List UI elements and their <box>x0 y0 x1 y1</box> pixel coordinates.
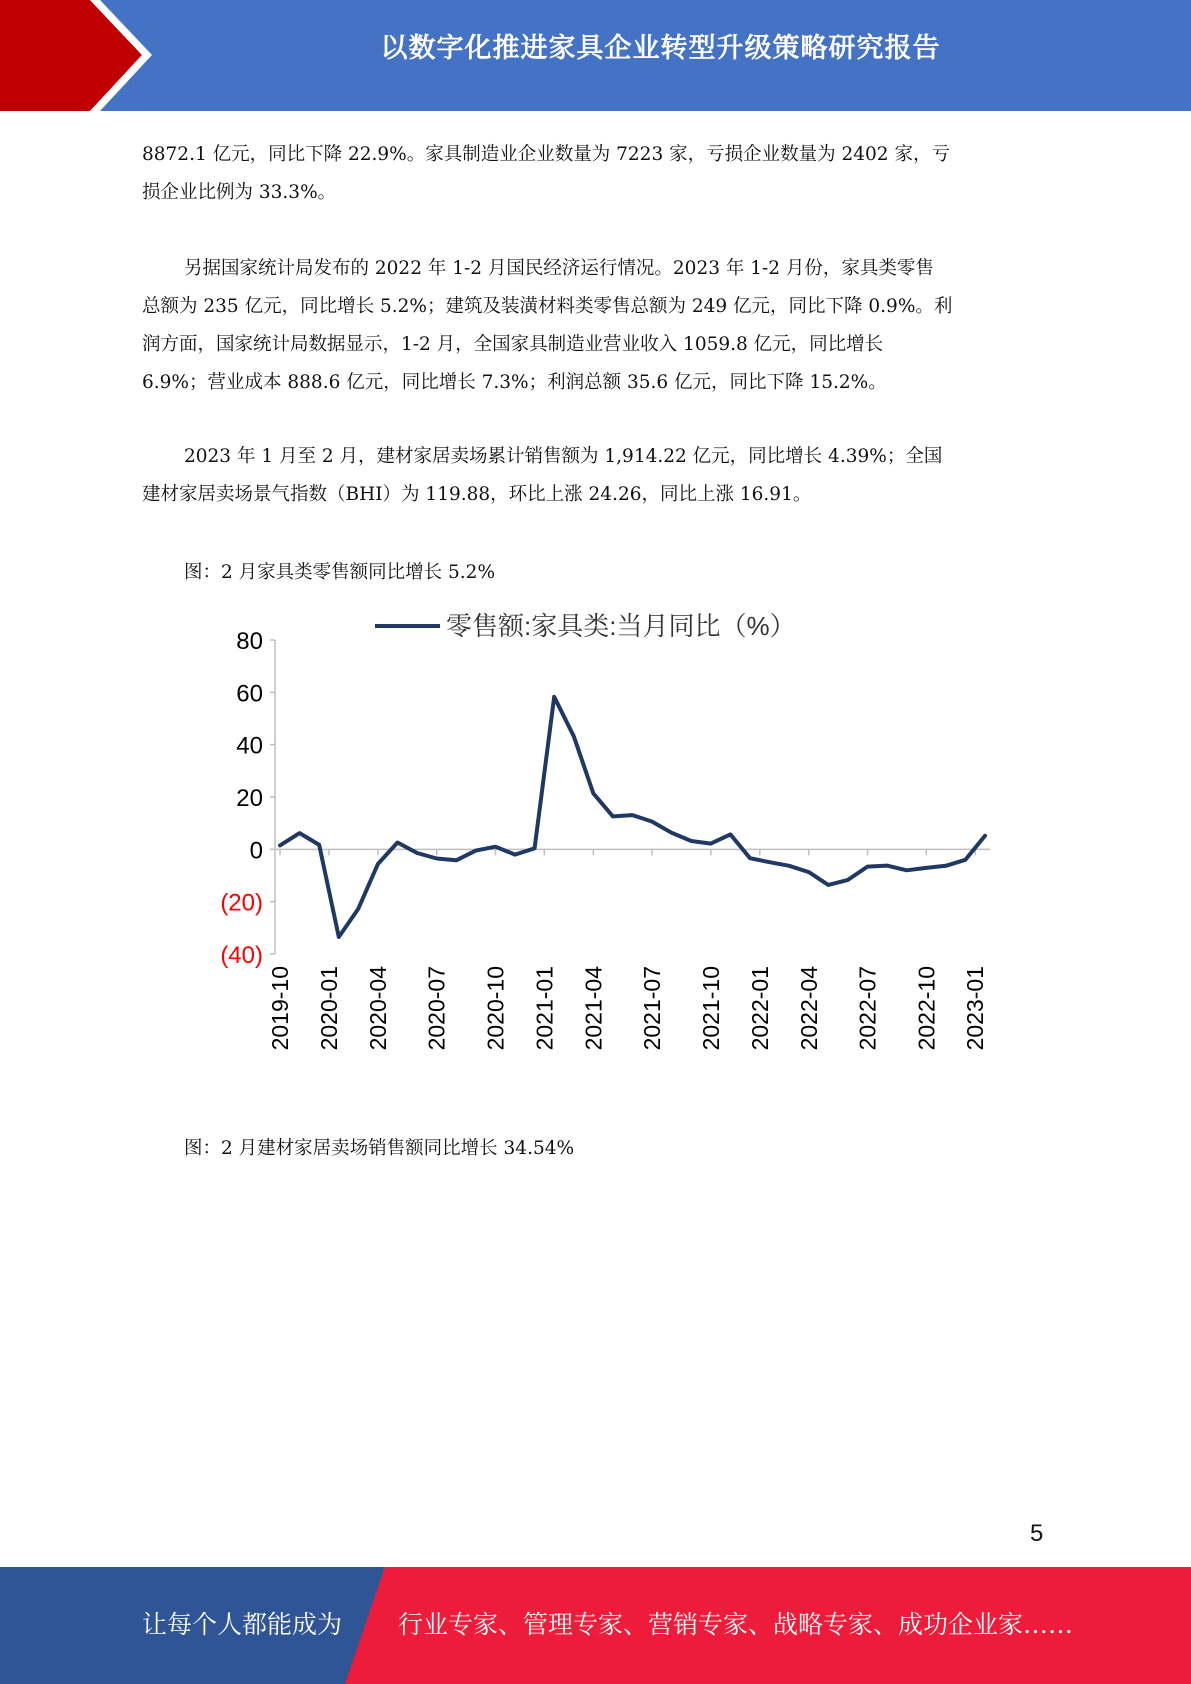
x-tick-label: 2019-10 <box>267 966 293 1051</box>
paragraph-3 <box>142 438 1052 514</box>
paragraph-2-text <box>142 250 1052 402</box>
footer-slogan-right: 行业专家、管理专家、营销专家、战略专家、成功企业家…… <box>398 1610 1074 1639</box>
paragraph-line: 8872.1 亿元，同比下降 22.9%。家具制造业企业数量为 7223 家，亏损企业数量为 2402 家，亏 <box>142 144 950 165</box>
paragraph-1 <box>142 136 1052 212</box>
paragraph-line: 润方面，国家统计局数据显示，1-2 月，全国家具制造业营业收入 1059.8 亿元，同比增长 <box>142 334 884 355</box>
paragraph-line: 6.9%；营业成本 888.6 亿元，同比增长 7.3%；利润总额 35.6 亿元，同比下降 15.2%。 <box>142 372 887 393</box>
x-tick-label: 2022-07 <box>854 966 881 1051</box>
chart-marks <box>280 697 985 937</box>
x-tick-label: 2022-10 <box>913 966 940 1051</box>
x-tick-label: 2020-01 <box>315 966 342 1051</box>
paragraph-line: 另据国家统计局发布的 2022 年 1-2 月国民经济运行情况。2023 年 1-2 月份，家具类零售 <box>184 258 934 279</box>
paragraph-line: 建材家居卖场景气指数（BHI）为 119.88，环比上涨 24.26，同比上涨 16.91。 <box>142 484 812 505</box>
x-tick-label: 2020-10 <box>482 966 509 1051</box>
series-line <box>280 697 985 937</box>
page-header <box>0 0 1191 111</box>
x-tick-label: 2020-07 <box>423 966 450 1051</box>
y-tick-label: 80 <box>236 628 263 655</box>
x-tick-label: 2023-01 <box>962 966 989 1051</box>
y-tick-label: 40 <box>236 732 263 760</box>
paragraph-line: 2023 年 1 月至 2 月，建材家居卖场累计销售额为 1,914.22 亿元，同比增长 4.39%；全国 <box>184 446 943 467</box>
x-tick-label: 2021-04 <box>580 966 607 1051</box>
y-tick-label: (20) <box>220 889 263 917</box>
furniture-retail-chart <box>180 598 1010 1078</box>
paragraph-1-text <box>142 136 1052 212</box>
x-tick-label: 2022-04 <box>795 966 822 1051</box>
paragraph-2 <box>142 250 1052 402</box>
x-tick-label: 2021-01 <box>531 966 558 1051</box>
x-tick-label: 2021-07 <box>639 966 666 1051</box>
paragraph-3-text <box>142 438 1052 514</box>
chart-legend <box>375 611 796 641</box>
paragraph-line: 损企业比例为 33.3%。 <box>142 182 337 203</box>
legend-label: 零售额:家具类:当月同比（%） <box>446 611 796 641</box>
y-tick-label: (40) <box>220 942 263 969</box>
chart-canvas <box>180 598 1010 1078</box>
figure-2-caption: 图：2 月建材家居卖场销售额同比增长 34.54% <box>184 1138 575 1159</box>
x-tick-label: 2021-10 <box>697 966 724 1051</box>
chart-axes <box>220 628 990 1050</box>
x-tick-label: 2020-04 <box>364 966 391 1051</box>
page-number: 5 <box>1030 1520 1044 1547</box>
page-footer <box>0 1567 1191 1684</box>
x-tick-label: 2022-01 <box>746 966 773 1051</box>
footer-slogan-left: 让每个人都能成为 <box>142 1610 343 1639</box>
y-tick-label: 20 <box>236 785 263 812</box>
paragraph-line: 总额为 235 亿元，同比增长 5.2%；建筑及装潢材料类零售总额为 249 亿元，同比下降 0.9%。利 <box>142 296 953 317</box>
y-tick-label: 0 <box>249 837 263 865</box>
report-title: 以数字化推进家具企业转型升级策略研究报告 <box>380 33 941 64</box>
figure-1-caption: 图：2 月家具类零售额同比增长 5.2% <box>184 562 496 583</box>
y-tick-label: 60 <box>236 680 263 708</box>
